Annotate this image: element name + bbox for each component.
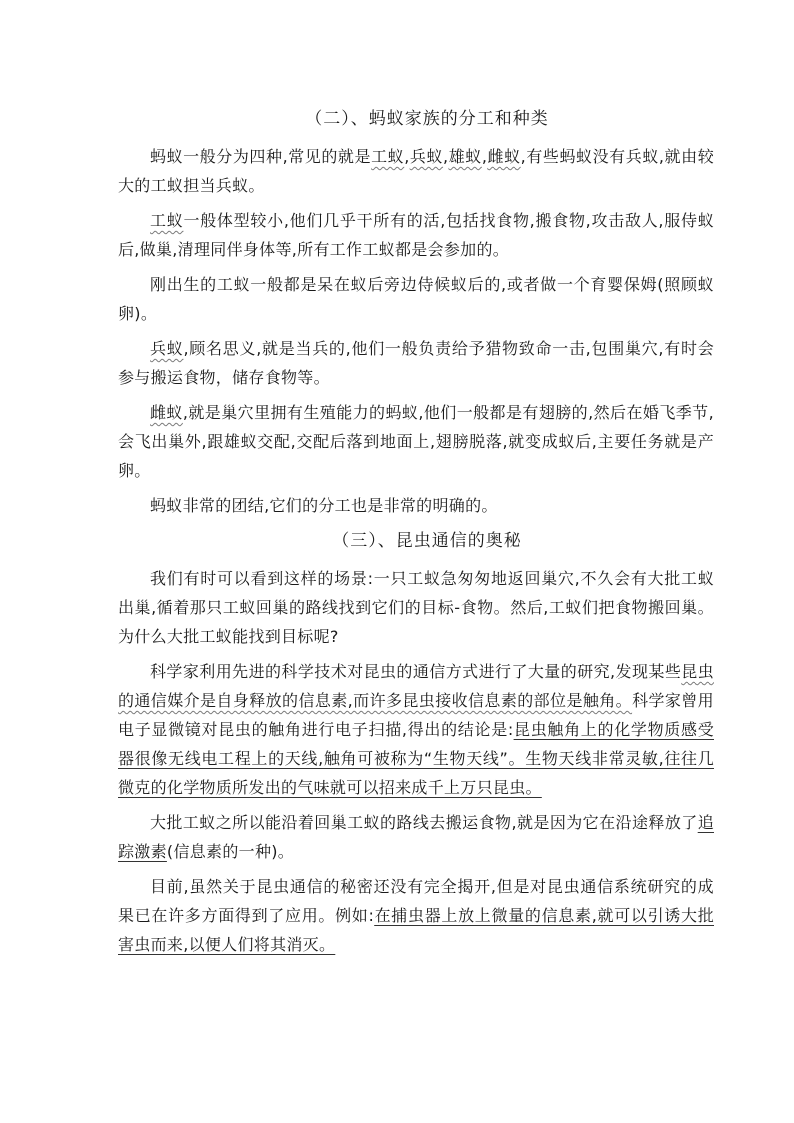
section-title-division-of-labor: （二）、蚂蚁家族的分工和种类 <box>305 109 549 129</box>
paragraph-scene: 我们有时可以看到这样的场景:一只工蚁急匆匆地返回巢穴,不久会有大批工蚁出巢,循着那只工蚁回巢的路线找到它们的目标-食物。然后,工蚁们把食物搬回巢。为什么大批工蚁能找到目标呢? <box>118 569 714 646</box>
term-trail-pheromone: 追踪激素 <box>118 813 714 861</box>
paragraph-application: 目前,虽然关于昆虫通信的秘密还没有完全揭开,但是对昆虫通信系统研究的成果已在许多方面得到了应用。例如:在捕虫器上放上微量的信息素,就可以引诱大批害虫而来,以便人们将其消灭。 <box>118 877 714 954</box>
paragraph-research: 科学家利用先进的科学技术对昆虫的通信方式进行了大量的研究,发现某些昆虫的通信媒介是自身释放的信息素,而许多昆虫接收信息素的部位是触角。科学家曾用电子显微镜对昆虫的触角进行电子扫描,得出的结论是:昆虫触角上的化学物质感受器很像无线电工程上的天线,触角可被称为“生物天线”。生物天线非常灵敏,往往几微克的化学物质所发出的气味就可以招来成千上万只昆虫。 <box>118 662 714 797</box>
term-soldier-ant: 兵蚁 <box>409 147 444 166</box>
term-worker-ant: 工蚁 <box>150 211 184 230</box>
paragraph-ant-types: 蚂蚁一般分为四种,常见的就是工蚁,兵蚁,雄蚁,雌蚁,有些蚂蚁没有兵蚁,就由较大的工蚁担当兵蚁。 <box>118 147 714 195</box>
paragraph-worker-ant: 工蚁一般体型较小,他们几乎干所有的活,包括找食物,搬食物,攻击敌人,服侍蚁后,做巢,清理同伴身体等,所有工作工蚁都是会参加的。 <box>118 211 714 259</box>
paragraph-unity: 蚂蚁非常的团结,它们的分工也是非常的明确的。 <box>150 496 498 515</box>
term-female-ant: 雌蚁 <box>487 147 521 166</box>
term-soldier-ant: 兵蚁 <box>150 339 184 358</box>
paragraph-soldier-ant: 兵蚁,顾名思义,就是当兵的,他们一般负责给予猎物致命一击,包围巢穴,有时会参与搬运食物，储存食物等。 <box>118 339 714 387</box>
highlight-pheromone-medium: 昆虫的通信媒介是自身释放的信息素,而许多昆虫接收信息素的部位是触角。 <box>118 662 714 710</box>
paragraph-trail-pheromone: 大批工蚁之所以能沿着回巢工蚁的路线去搬运食物,就是因为它在沿途释放了追踪激素(信息素的一种)。 <box>118 813 714 861</box>
term-female-ant: 雌蚁 <box>150 403 183 422</box>
term-worker-ant: 工蚁 <box>371 147 405 166</box>
section-title-insect-communication: （三）、昆虫通信的奥秘 <box>332 531 522 551</box>
highlight-bio-antenna: 昆虫触角上的化学物质感受器很像无线电工程上的天线,触角可被称为“生物天线”。生物天线非常灵敏,往往几微克的化学物质所发出的气味就可以招来成千上万只昆虫。 <box>118 720 714 797</box>
paragraph-female-ant: 雌蚁,就是巢穴里拥有生殖能力的蚂蚁,他们一般都是有翅膀的,然后在婚飞季节,会飞出巢外,跟雄蚁交配,交配后落到地面上,翅膀脱落,就变成蚁后,主要任务就是产卵。 <box>118 403 714 480</box>
highlight-insect-trap: 在捕虫器上放上微量的信息素,就可以引诱大批害虫而来,以便人们将其消灭。 <box>118 906 714 954</box>
paragraph-newborn-worker: 刚出生的工蚁一般都是呆在蚁后旁边侍候蚁后的,或者做一个育婴保姆(照顾蚁卵)。 <box>118 275 714 323</box>
term-male-ant: 雄蚁 <box>448 147 482 166</box>
